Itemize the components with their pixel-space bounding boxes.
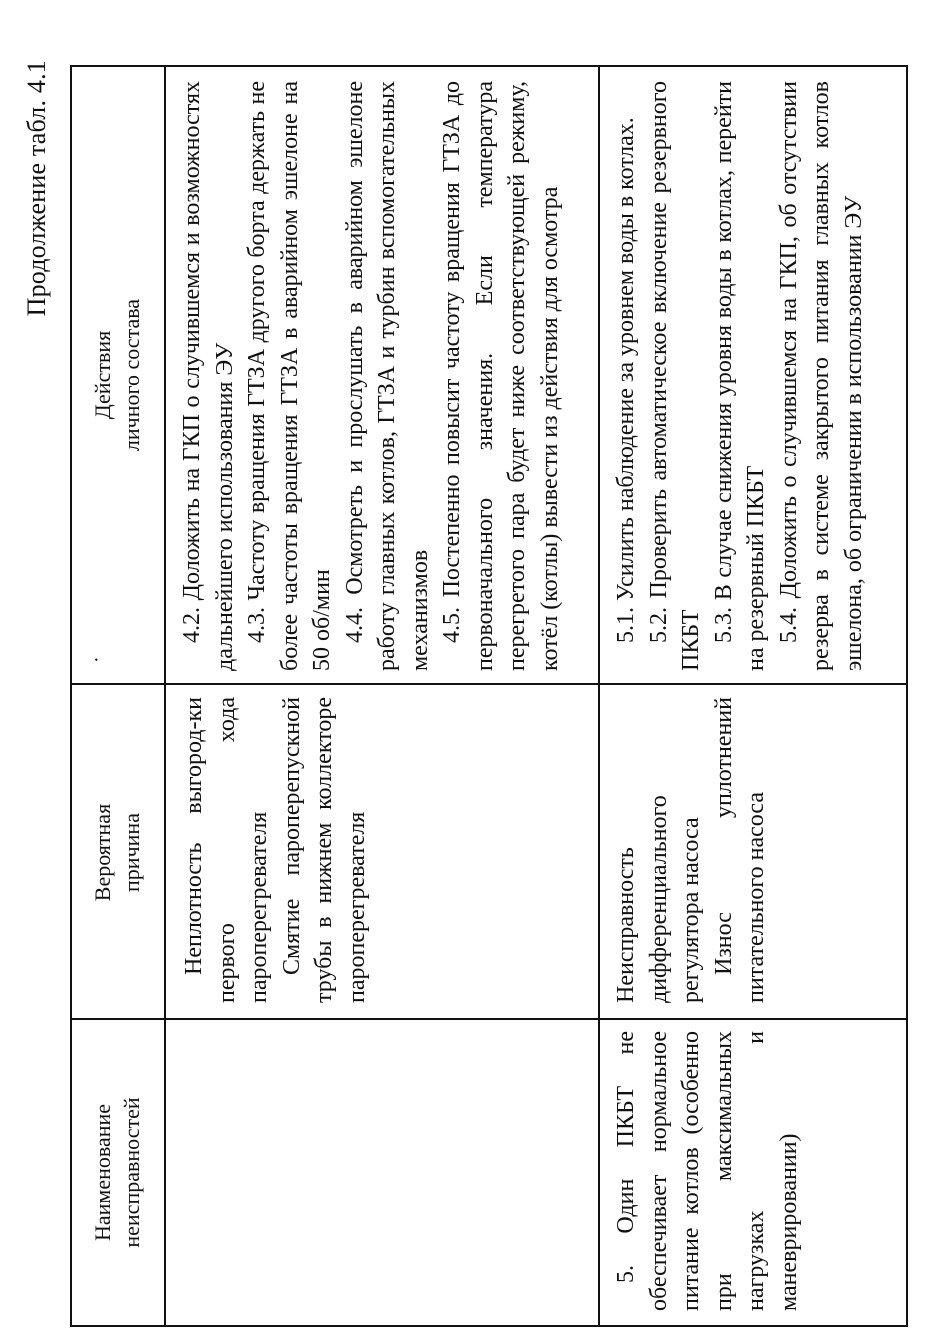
row2-fault (610, 1031, 805, 1311)
row1-action-4: 4.5. Постепенно повысит частоту вращения ГТЗА до первоначального значения. Если температура перегретого пара будет ниже соответствующей режиму, котёл (котлы) вывести из действия для осмотра (439, 81, 563, 671)
row2-cause-2: Износ уплотнений питательного насоса (710, 697, 769, 1003)
header-actions: Действия личного состава (90, 298, 144, 452)
row1-action-2: 4.3. Частоту вращения ГТЗА другого борта держать не более частоты вращения ГТЗА в аварийном эшелоне на 50 об/мин (244, 81, 335, 671)
faults-table (70, 65, 908, 1327)
row2-action-3: 5.3. В случае снижения уровня воды в котлах, перейти на резервный ПКБТ (710, 81, 769, 671)
row2-action-4: 5.4. Доложить о случившемся на ГКП, об отсутствии резерва в системе закрытого питания главных котлов эшелона, об ограничении в использовании ЭУ (775, 81, 867, 671)
table-caption: Продолжение табл. 4.1 (22, 60, 51, 317)
header-divider (164, 67, 166, 1325)
row2-action-1: 5.1. Усилить наблюдение за уровнем воды в котлах. (613, 117, 639, 643)
row2-actions (610, 81, 870, 671)
row2-causes (610, 697, 773, 1003)
row-divider (598, 67, 600, 1325)
header-cause: Вероятная причина (90, 803, 144, 902)
header-fault-name: Наименование неисправностей (90, 1097, 144, 1248)
column-divider-2 (72, 683, 906, 685)
row2-cause-1: Неисправность дифференциального регулятора насоса (613, 795, 704, 1003)
row2-action-2: 5.2. Проверить автоматическое включение резервного ПКБТ (645, 81, 704, 671)
row1-causes (178, 697, 373, 1003)
row1-cause-2: Смятие пароперепускной трубы в нижнем коллекторе пароперегревателя (278, 697, 370, 1003)
row1-action-1: 4.2. Доложить на ГКП о случившемся и возможностях дальнейшего использования ЭУ (179, 81, 238, 671)
row1-actions (176, 81, 566, 671)
scan-mark: · (86, 656, 108, 663)
row2-fault-text: 5. Один ПКБТ не обеспечивает нормальное питание котлов (особенно при максимальных нагрузках и маневрировании) (613, 1031, 802, 1311)
row1-action-3: 4.4. Осмотреть и прослушать в аварийном эшелоне работу главных котлов, ГТЗА и турбин вспомогательных механизмов (341, 81, 433, 671)
row1-cause-1: Неплотность выгород-ки первого хода пароперегревателя (181, 697, 272, 1003)
column-divider-1 (72, 1018, 906, 1020)
